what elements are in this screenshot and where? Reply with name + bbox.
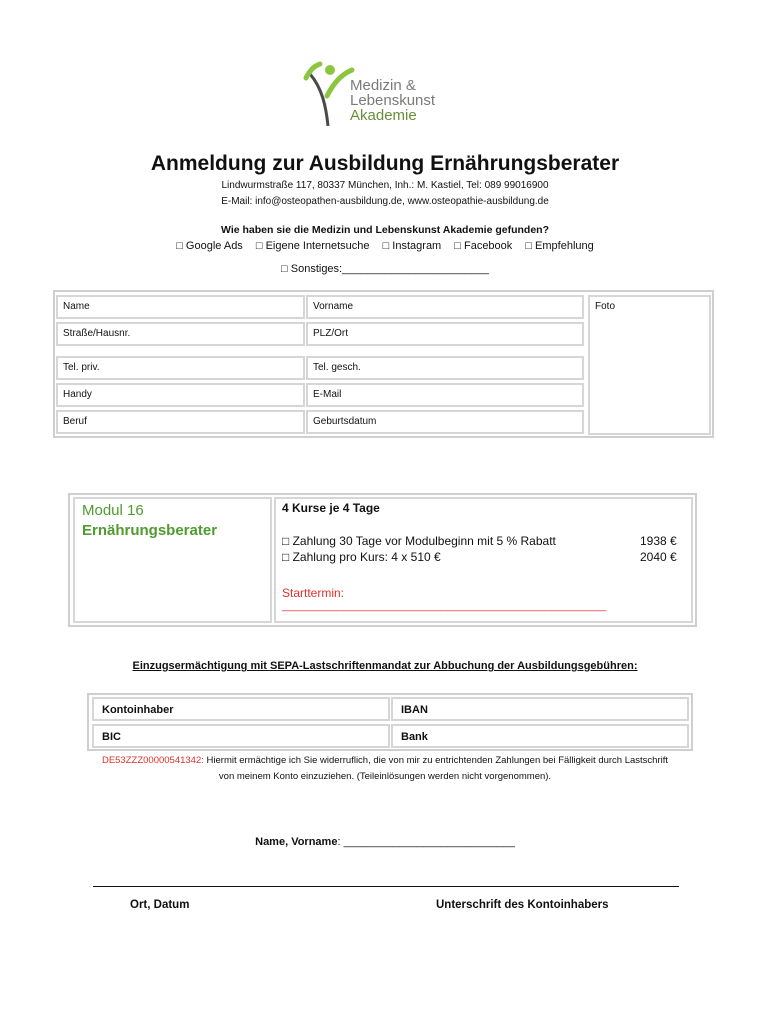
mobile-field[interactable]: Handy: [56, 383, 305, 407]
sepa-title: Einzugsermächtigung mit SEPA-Lastschriftenmandat zur Abbuchung der Ausbildungsgebühren:: [132, 660, 638, 672]
option-recommendation[interactable]: □ Empfehlung: [525, 240, 594, 252]
mandate-text: [0, 753, 770, 785]
mandate-text-line1: Hiermit ermächtige ich Sie widerruflich, die von mir zu entrichtenden Zahlungen bei Fälligkeit durch Lastschrift: [206, 755, 669, 766]
profession-field[interactable]: Beruf: [56, 410, 305, 434]
vorname-field[interactable]: Vorname: [306, 295, 584, 319]
module-name: Ernährungsberater: [82, 522, 218, 539]
birthdate-field[interactable]: Geburtsdatum: [306, 410, 584, 434]
plz-field[interactable]: PLZ/Ort: [306, 322, 584, 346]
photo-field[interactable]: Foto: [588, 295, 711, 435]
signature-label: Unterschrift des Kontoinhabers: [436, 899, 609, 911]
option-facebook[interactable]: □ Facebook: [454, 240, 513, 252]
option-other[interactable]: □ Sonstiges:________________________: [281, 263, 489, 275]
tel-business-field[interactable]: Tel. gesch.: [306, 356, 584, 380]
email-field[interactable]: E-Mail: [306, 383, 584, 407]
start-date-line[interactable]: _____________________________________________________: [282, 600, 607, 612]
iban-field[interactable]: IBAN: [391, 697, 689, 721]
logo-line3: Akademie: [350, 107, 417, 124]
mandate-text-line2: von meinem Konto einzuziehen. (Teileinlösungen werden nicht vorgenommen).: [218, 771, 552, 782]
survey-question: Wie haben sie die Medizin und Lebenskunst Akademie gefunden?: [221, 224, 549, 236]
name-signature-line: [0, 836, 770, 848]
contact-line: E-Mail: info@osteopathen-ausbildung.de, www.osteopathie-ausbildung.de: [221, 196, 549, 207]
module-number: Modul 16: [82, 502, 144, 519]
name-blank[interactable]: : ____________________________: [337, 836, 515, 848]
option-internet-search[interactable]: □ Eigene Internetsuche: [255, 240, 370, 252]
price-per-course: 2040 €: [640, 550, 677, 564]
academy-logo: [300, 56, 460, 128]
street-field[interactable]: Straße/Hausnr.: [56, 322, 305, 346]
address-line: Lindwurmstraße 117, 80337 München, Inh.: M. Kastiel, Tel: 089 99016900: [221, 180, 549, 191]
page-title: Anmeldung zur Ausbildung Ernährungsberater: [150, 152, 620, 175]
logo-line1: Medizin &: [350, 77, 416, 94]
signature-line[interactable]: [93, 886, 679, 887]
payment-option-per-course[interactable]: □ Zahlung pro Kurs: 4 x 510 €: [282, 550, 441, 564]
tel-private-field[interactable]: Tel. priv.: [56, 356, 305, 380]
survey-options: [0, 240, 770, 252]
name-label: Name, Vorname: [255, 836, 338, 848]
bic-field[interactable]: BIC: [92, 724, 390, 748]
place-date-label: Ort, Datum: [130, 899, 190, 911]
creditor-id: DE53ZZZ00000541342:: [101, 755, 204, 766]
option-instagram[interactable]: □ Instagram: [382, 240, 442, 252]
payment-option-discount[interactable]: □ Zahlung 30 Tage vor Modulbeginn mit 5 % Rabatt: [282, 534, 556, 548]
bank-field[interactable]: Bank: [391, 724, 689, 748]
account-holder-field[interactable]: Kontoinhaber: [92, 697, 390, 721]
courses-info: 4 Kurse je 4 Tage: [282, 501, 380, 515]
name-field[interactable]: Name: [56, 295, 305, 319]
logo-line2: Lebenskunst: [350, 92, 436, 109]
price-discount: 1938 €: [640, 534, 677, 548]
option-google-ads[interactable]: □ Google Ads: [176, 240, 243, 252]
start-date-label: Starttermin:: [282, 586, 345, 600]
